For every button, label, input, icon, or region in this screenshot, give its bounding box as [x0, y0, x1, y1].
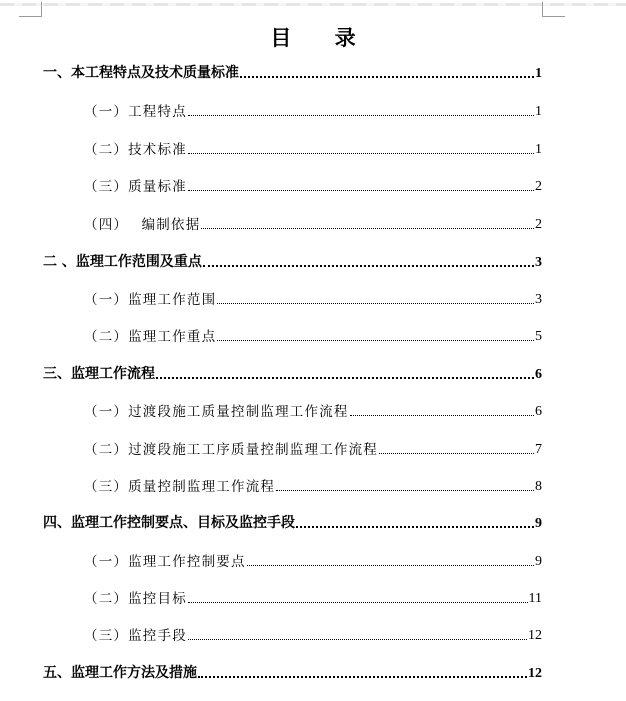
toc-leader-dots	[240, 76, 534, 78]
toc-entry-text: （一）监理工作范围	[84, 292, 217, 308]
toc-title: 目 录	[270, 25, 374, 50]
toc-page-number: 2	[535, 179, 542, 194]
toc-page-number: 7	[535, 442, 542, 457]
toc-page-number: 11	[528, 591, 542, 606]
toc-entry-text: （二）监控目标	[84, 591, 187, 607]
toc-page-number: 1	[535, 104, 542, 119]
toc-page-number: 8	[535, 479, 542, 494]
toc-entry-text: （一）监理工作控制要点	[84, 554, 246, 570]
toc-entry-text: 三、监理工作流程	[43, 366, 155, 382]
toc-page-number: 6	[535, 367, 542, 382]
toc-leader-dots	[350, 415, 534, 416]
toc-entry-section-3[interactable]	[43, 363, 542, 383]
toc-entry-text: （三）质量控制监理工作流程	[84, 479, 276, 495]
toc-page-number: 5	[535, 329, 542, 344]
toc-leader-dots	[247, 565, 534, 566]
toc-page-number: 3	[535, 292, 542, 307]
toc-entry-section-1-3[interactable]	[84, 175, 542, 195]
toc-entry-text: 一、本工程特点及技术质量标准	[43, 65, 239, 81]
toc-page-number: 9	[535, 554, 542, 569]
toc-page-number: 3	[535, 255, 542, 270]
toc-leader-dots	[201, 228, 534, 229]
toc-entry-text: （一）过渡段施工质量控制监理工作流程	[84, 404, 349, 420]
toc-entry-text: （二）技术标准	[84, 142, 187, 158]
crop-mark-left	[19, 2, 42, 17]
toc-page-number: 1	[535, 142, 542, 157]
toc-leader-dots	[156, 377, 534, 379]
toc-page-number: 9	[535, 516, 542, 531]
toc-entry-section-4-3[interactable]	[84, 624, 542, 644]
toc-entry-text: （一）工程特点	[84, 104, 187, 120]
toc-entry-section-4-2[interactable]	[84, 587, 542, 607]
toc-entry-section-2-2[interactable]	[84, 325, 542, 345]
toc-leader-dots	[188, 639, 527, 640]
toc-entry-text: （三）质量标准	[84, 179, 187, 195]
toc-entry-section-3-3[interactable]	[84, 475, 542, 495]
toc-page-number: 12	[528, 666, 542, 681]
toc-entry-section-1-2[interactable]	[84, 138, 542, 158]
toc-entry-section-1-4[interactable]	[84, 213, 542, 233]
toc-leader-dots	[188, 190, 534, 191]
toc-leader-dots	[217, 340, 534, 341]
toc-entry-section-2-1[interactable]	[84, 288, 542, 308]
toc-entry-text: （二）监理工作重点	[84, 329, 217, 345]
toc-entry-section-3-1[interactable]	[84, 400, 542, 420]
toc-leader-dots	[188, 115, 534, 116]
toc-entry-section-1-1[interactable]	[84, 100, 542, 120]
toc-entry-section-4-1[interactable]	[84, 550, 542, 570]
toc-leader-dots	[188, 602, 528, 603]
page-top-border	[0, 3, 626, 6]
toc-entry-section-4[interactable]	[43, 512, 542, 532]
toc-leader-dots	[198, 676, 527, 678]
toc-entry-section-2[interactable]	[43, 251, 542, 271]
toc-entry-text: （四） 编制依据	[84, 217, 201, 233]
toc-page-number: 2	[535, 217, 542, 232]
toc-entry-text: 五、监理工作方法及措施	[43, 665, 197, 681]
toc-leader-dots	[296, 526, 534, 528]
toc-entry-text: 二 、监理工作范围及重点	[43, 254, 202, 270]
toc-leader-dots	[188, 153, 534, 154]
toc-page-number: 12	[528, 628, 542, 643]
toc-entry-text: （二）过渡段施工工序质量控制监理工作流程	[84, 442, 378, 458]
toc-leader-dots	[203, 265, 534, 267]
toc-entry-section-3-2[interactable]	[84, 438, 542, 458]
toc-leader-dots	[217, 303, 534, 304]
toc-entry-text: 四、监理工作控制要点、目标及监控手段	[43, 515, 295, 531]
crop-mark-right	[542, 2, 565, 17]
toc-leader-dots	[379, 453, 534, 454]
toc-page-number: 6	[535, 404, 542, 419]
toc-leader-dots	[276, 490, 534, 491]
toc-entry-text: （三）监控手段	[84, 628, 187, 644]
toc-page-number: 1	[535, 66, 542, 81]
toc-entry-section-5[interactable]	[43, 662, 542, 682]
toc-entry-section-1[interactable]	[43, 62, 542, 82]
